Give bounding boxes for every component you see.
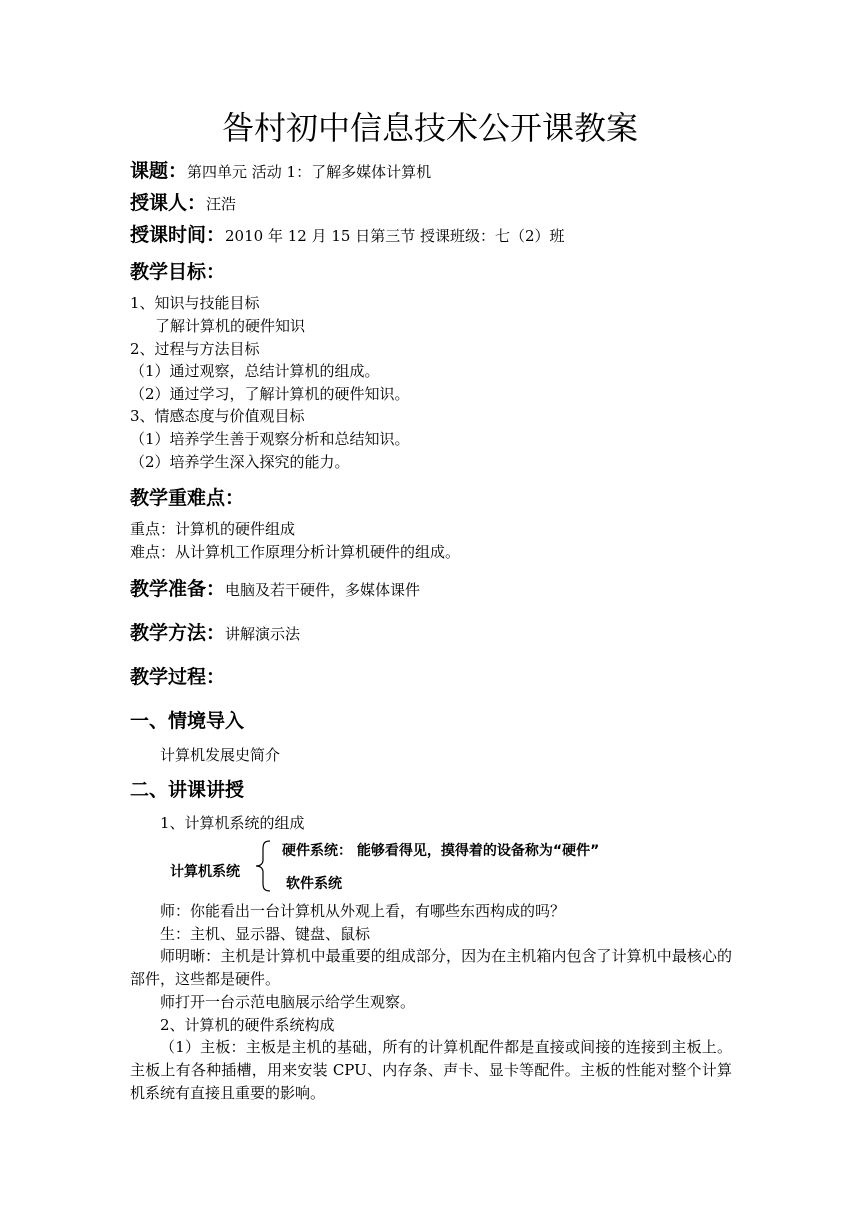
paragraph: 师明晰：主机是计算机中最重要的组成部分，因为在主机箱内包含了计算机中最核心的部件，这些都是硬件。 [130, 947, 732, 988]
goal-line: 了解计算机的硬件知识 [155, 317, 306, 335]
paragraph: （1）主板：主板是主机的基础，所有的计算机配件都是直接或间接的连接到主板上。主板上有各种插槽，用来安装 CPU、内存条、声卡、显卡等配件。主板的性能对整个计算机系统有直接且重要的影响。 [130, 1038, 732, 1102]
method-label: 教学方法： [130, 622, 226, 644]
goals-heading: 教学目标： [130, 261, 226, 283]
document-title: 昝村初中信息技术公开课教案 [221, 109, 638, 147]
goal-line: （1）培养学生善于观察分析和总结知识。 [130, 430, 410, 448]
prep-label: 教学准备： [130, 578, 226, 600]
topic-label: 课题： [130, 160, 188, 182]
goal-line: （1）通过观察，总结计算机的组成。 [130, 362, 380, 380]
process-heading: 教学过程： [130, 666, 226, 688]
goal-line: （2）通过学习，了解计算机的硬件知识。 [130, 385, 410, 403]
topic-line [130, 156, 431, 183]
section2-item2: 2、计算机的硬件系统构成 [160, 1016, 335, 1034]
topic-value: 第四单元 活动 1：了解多媒体计算机 [187, 163, 432, 181]
goal-line: 2、过程与方法目标 [130, 340, 260, 358]
difficulty-line: 难点：从计算机工作原理分析计算机硬件的组成。 [130, 543, 461, 561]
goal-line: 3、情感态度与价值观目标 [130, 407, 305, 425]
paragraph: 师打开一台示范电脑展示给学生观察。 [160, 993, 416, 1011]
prep-value: 电脑及若干硬件，多媒体课件 [225, 581, 421, 599]
time-line [130, 220, 565, 247]
section1-heading: 一、情境导入 [130, 710, 245, 732]
section1-text: 计算机发展史简介 [160, 746, 281, 764]
diagram-root: 计算机系统 [170, 864, 240, 880]
dialog-line: 生：主机、显示器、键盘、鼠标 [160, 925, 371, 943]
goal-line: 1、知识与技能目标 [130, 294, 260, 312]
method-value: 讲解演示法 [225, 625, 301, 643]
difficulty-heading: 教学重难点： [130, 487, 245, 509]
computer-system-diagram [170, 836, 730, 896]
time-value: 2010 年 12 月 15 日第三节 授课班级：七（2）班 [225, 227, 565, 245]
teacher-line [130, 188, 236, 215]
diagram-hardware: 硬件系统： 能够看得见，摸得着的设备称为“硬件” [282, 843, 600, 859]
section2-heading: 二、讲课讲授 [130, 779, 245, 801]
section2-item1: 1、计算机系统的组成 [160, 814, 305, 832]
method-line [130, 618, 300, 645]
time-label: 授课时间： [130, 224, 226, 246]
teacher-value: 汪浩 [206, 195, 237, 213]
brace-icon [254, 840, 272, 892]
goal-line: （2）培养学生深入探究的能力。 [130, 453, 350, 471]
prep-line [130, 574, 420, 601]
difficulty-line: 重点：计算机的硬件组成 [130, 520, 296, 538]
teacher-label: 授课人： [130, 192, 207, 214]
diagram-software: 软件系统 [286, 876, 342, 892]
dialog-line: 师：你能看出一台计算机从外观上看，有哪些东西构成的吗？ [160, 902, 566, 920]
